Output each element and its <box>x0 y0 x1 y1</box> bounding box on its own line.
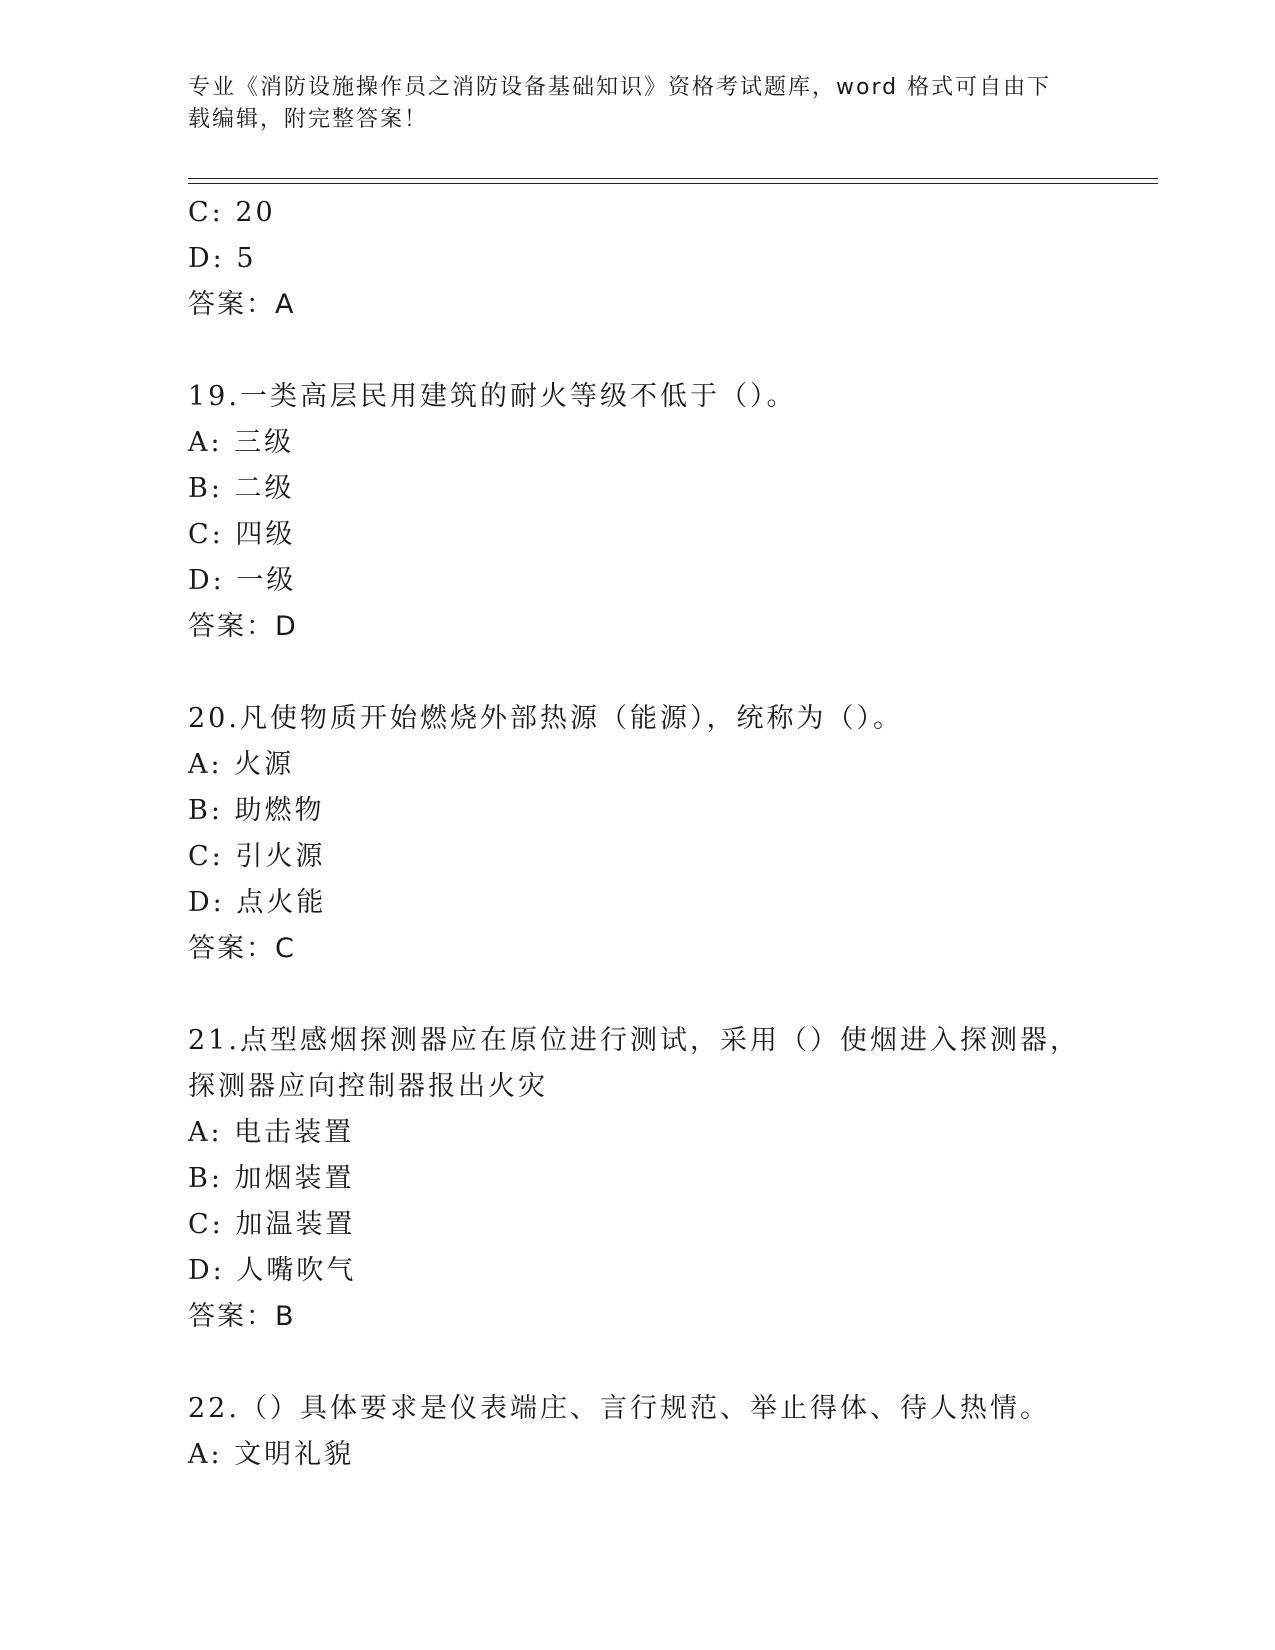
spacer <box>188 1340 1088 1386</box>
header-divider-top <box>188 178 1158 179</box>
option-c: C: 引火源 <box>188 841 326 872</box>
spacer <box>188 972 1088 1018</box>
option-a: A: 文明礼貌 <box>188 1439 355 1470</box>
option-b: B: 二级 <box>188 473 295 504</box>
option-c: C: 四级 <box>188 519 296 550</box>
spacer <box>188 650 1088 696</box>
question-stem: 19.一类高层民用建筑的耐火等级不低于（）。 <box>188 381 797 412</box>
answer-line: 答案：C <box>188 933 296 964</box>
option-a: A: 电击装置 <box>188 1117 355 1148</box>
spacer <box>188 328 1088 374</box>
option-a: A: 三级 <box>188 427 295 458</box>
question-fragment <box>188 190 1088 328</box>
answer-line: 答案：B <box>188 1301 296 1332</box>
option-d: D: 5 <box>188 243 257 274</box>
option-a: A: 火源 <box>188 749 295 780</box>
option-b: B: 助燃物 <box>188 795 325 826</box>
question-stem: 22.（）具体要求是仪表端庄、言行规范、举止得体、待人热情。 <box>188 1393 1050 1424</box>
option-d: D: 人嘴吹气 <box>188 1255 357 1286</box>
option-c: C: 20 <box>188 197 276 228</box>
question-list <box>188 190 1088 1478</box>
question-20 <box>188 696 1088 972</box>
header-divider-bottom <box>188 183 1158 184</box>
question-22 <box>188 1386 1088 1478</box>
question-stem: 20.凡使物质开始燃烧外部热源（能源），统称为（）。 <box>188 703 903 734</box>
document-header: 专业《消防设施操作员之消防设备基础知识》资格考试题库，word 格式可自由下载编辑，附完整答案！ <box>188 75 1052 132</box>
question-19 <box>188 374 1088 650</box>
option-b: B: 加烟装置 <box>188 1163 355 1194</box>
question-21 <box>188 1018 1088 1340</box>
option-d: D: 点火能 <box>188 887 327 918</box>
option-c: C: 加温装置 <box>188 1209 356 1240</box>
answer-line: 答案：D <box>188 611 298 642</box>
answer-line: 答案：A <box>188 289 296 320</box>
question-stem: 21.点型感烟探测器应在原位进行测试，采用（）使烟进入探测器，探测器应向控制器报出火灾 <box>188 1025 1080 1102</box>
option-d: D: 一级 <box>188 565 297 596</box>
